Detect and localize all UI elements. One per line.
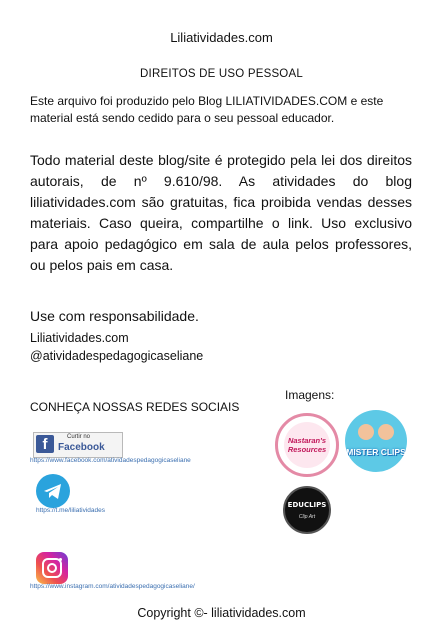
educlips-sublabel: Clip Art: [298, 514, 316, 520]
nastarans-resources-logo: [275, 413, 339, 477]
educlips-label: EDUCLIPS: [287, 501, 327, 509]
facebook-link[interactable]: https://www.facebook.com/atividadespedagogicaseliane: [30, 457, 191, 464]
instagram-icon[interactable]: [36, 552, 68, 584]
facebook-icon: f: [36, 435, 54, 453]
signature-handle: @atividadespedagogicaseliane: [30, 349, 204, 363]
responsibility-text: Use com responsabilidade.: [30, 308, 199, 324]
copyright-footer: Copyright ©- liliatividades.com: [137, 606, 306, 620]
telegram-link[interactable]: https://t.me/liliatividades: [36, 507, 106, 514]
intro-paragraph: Este arquivo foi produzido pelo Blog LILIATIVIDADES.COM e este material está sendo cedido para o seu pessoal educador.: [30, 94, 384, 125]
mister-clips-label: MISTER CLIPS: [346, 447, 406, 457]
educlips-logo: [283, 486, 331, 534]
instagram-link[interactable]: https://www.instagram.com/atividadespedagogicaseliane/: [30, 583, 195, 590]
telegram-icon[interactable]: [36, 474, 70, 508]
copyright-notice-paragraph: Todo material deste blog/site é protegido pela lei dos direitos autorais, de nº 9.610/98. As atividades do blog liliatividades.com são gratuitas, fica proibida vendas desses materiais. Caso queira, compartilhe o link. Uso exclusivo para apoio pedagógico em sala de aula pelos professores, ou pelos pais em casa.: [30, 152, 412, 273]
facebook-like-label: Curtir no: [67, 434, 91, 440]
social-section-title: CONHEÇA NOSSAS REDES SOCIAIS: [30, 400, 240, 414]
signature-site: Liliatividades.com: [30, 331, 129, 345]
site-title: Liliatividades.com: [170, 30, 273, 45]
mister-clips-logo: [345, 410, 407, 472]
rights-title: DIREITOS DE USO PESSOAL: [140, 68, 303, 80]
images-credit-title: Imagens:: [285, 388, 335, 402]
nastarans-resources-label: Nastaran's Resources: [287, 436, 327, 454]
facebook-wordmark: Facebook: [58, 442, 105, 453]
